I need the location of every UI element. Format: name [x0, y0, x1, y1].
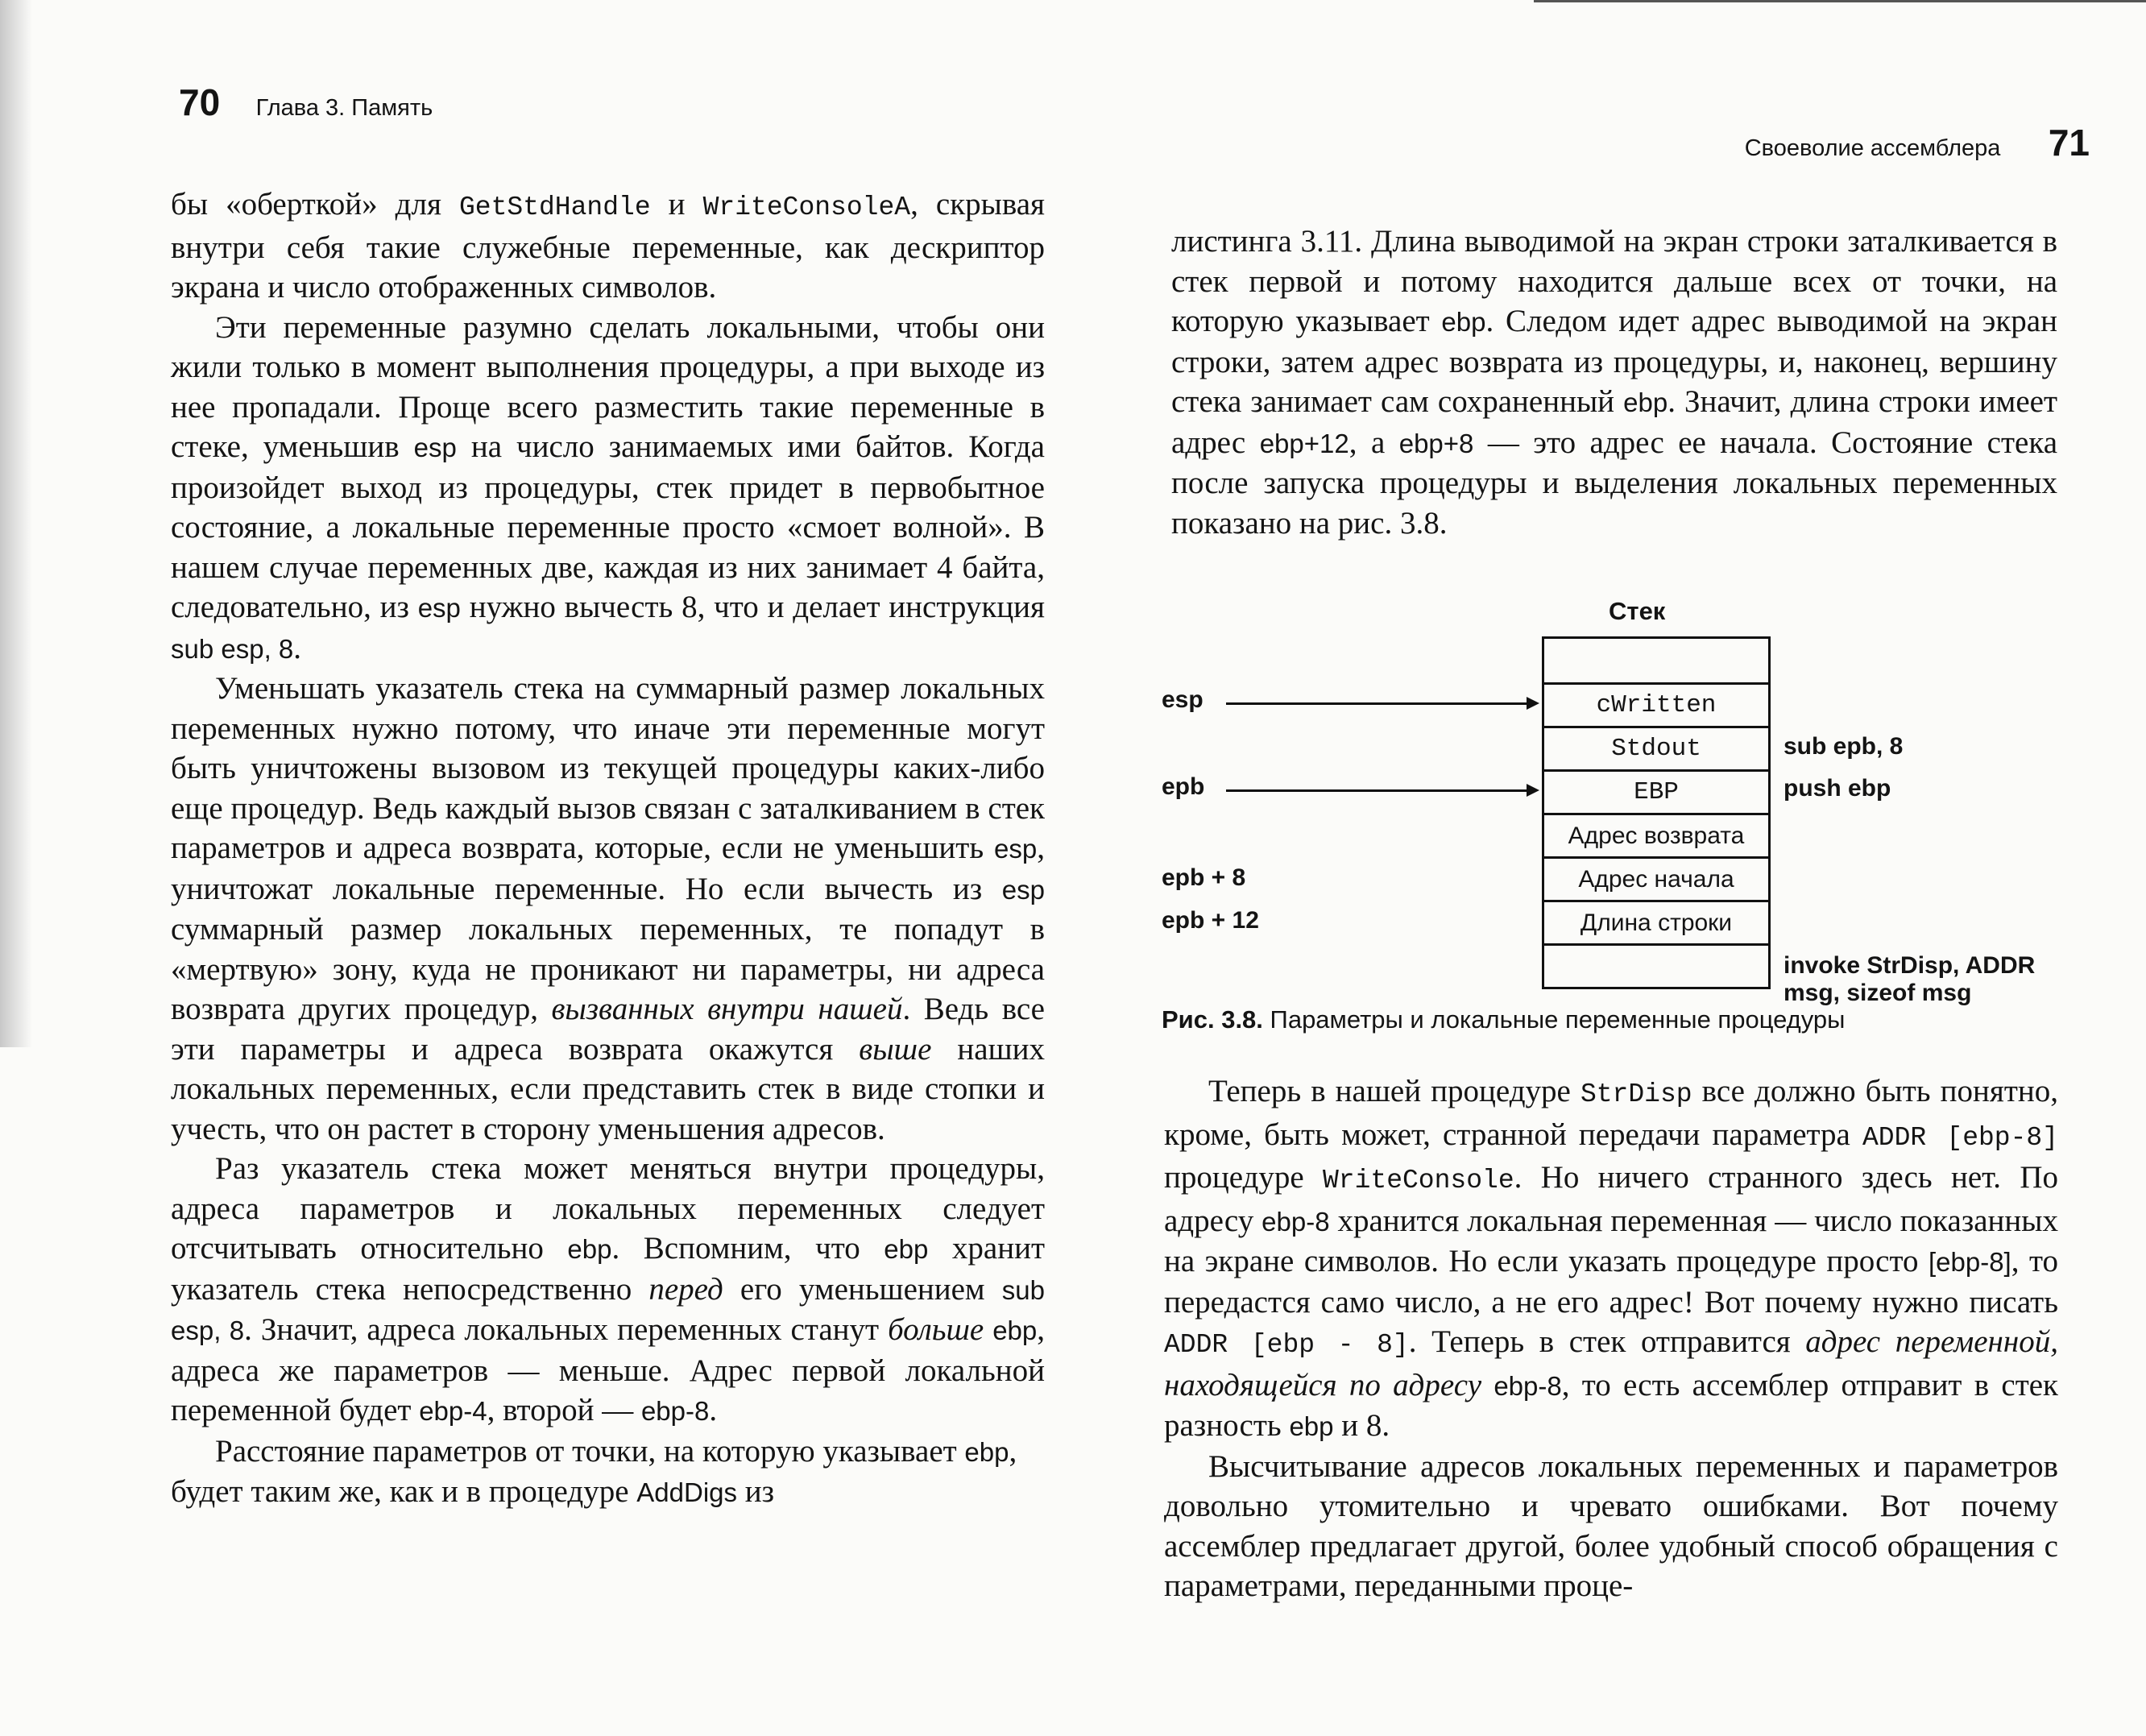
- text-run: и: [650, 187, 703, 222]
- paragraph: [1171, 222, 2057, 543]
- paragraph: [171, 308, 1045, 669]
- text-run: хранится локальная переменная — число показанных на экране символов. Но если указать процедуре просто: [1164, 1203, 2059, 1278]
- inline-code: ebp-8: [1494, 1370, 1562, 1401]
- left-running-head: [179, 81, 433, 124]
- text-run: Эти переменные разумно сделать локальными, чтобы они жили только в момент выполнения процедуры, а при выходе из нее пропадали. Проще всего разместить такие переменные в стеке, уменьшив: [171, 309, 1045, 464]
- text-run: . Ведь все эти параметры и адреса возврата окажутся: [171, 992, 1045, 1067]
- text-run: . Значит, длина строки имеет адрес: [1171, 384, 2057, 460]
- inline-code: ebp-8: [1262, 1206, 1330, 1237]
- inline-code: ebp-4: [419, 1396, 487, 1426]
- push-ebp-note: push ebp: [1784, 775, 1891, 802]
- right-page-number: 71: [2048, 122, 2090, 164]
- emphasis: вызванных внутри нашей: [551, 992, 903, 1026]
- inline-code: ebp+12: [1259, 428, 1349, 458]
- text-run: листинга 3.11. Длина выводимой на экран строки заталкивается в стек первой и потому находится дальше всех от точки, на которую указывает: [1171, 224, 2057, 338]
- inline-code: ADDR [ebp - 8]: [1164, 1330, 1409, 1360]
- stack-cell-empty-top: [1544, 639, 1768, 682]
- text-run: [1481, 1368, 1494, 1402]
- text-run: Раз указатель стека может меняться внутри процедуры, адреса параметров и локальных переменных следует отсчитывать относительно: [171, 1151, 1045, 1266]
- right-top-paragraph: [1171, 222, 2057, 543]
- left-body-text: [171, 184, 1045, 1513]
- inline-code: sub esp, 8: [171, 1274, 1045, 1345]
- right-page: [1071, 0, 2146, 1736]
- inline-code: esp: [417, 593, 461, 623]
- paragraph: [171, 1149, 1045, 1431]
- ebp-arrow: [1226, 789, 1536, 792]
- inline-code: ebp: [1441, 307, 1486, 337]
- ebp-label: epb: [1162, 773, 1205, 800]
- text-run: , адреса же параметров — меньше. Адрес первой локальной переменной будет: [171, 1312, 1045, 1427]
- text-run: . Но ничего странного здесь нет. По адресу: [1164, 1160, 2058, 1238]
- inline-code: ebp: [1623, 387, 1668, 417]
- inline-code: AddDigs: [636, 1477, 737, 1507]
- text-run: .: [293, 630, 302, 665]
- text-run: , скрывая внутри себя такие служебные переменные, как дескриптор экрана и число отображенных символов.: [171, 187, 1045, 305]
- left-page-number: 70: [179, 81, 221, 123]
- text-run: бы «оберткой» для: [171, 187, 459, 222]
- stack-column: [1542, 636, 1771, 989]
- inline-code: ebp+8: [1398, 428, 1474, 458]
- text-run: Высчитывание адресов локальных переменных и параметров довольно утомительно и чревато ошибками. Вот почему ассемблер предлагает другой, более удобный способ обращения с параметрами, переданными проце-: [1164, 1448, 2058, 1603]
- paragraph: [171, 669, 1045, 1149]
- text-run: Расстояние параметров от точки, на которую указывает: [215, 1433, 965, 1469]
- inline-code: ebp: [1289, 1411, 1334, 1441]
- stack-cell-string-length: Длина строки: [1544, 900, 1768, 943]
- text-run: . Следом идет адрес выводимой на экран строки, затем адрес возврата из процедуры, и, наконец, вершину стека занимает сам сохраненный: [1171, 304, 2057, 419]
- inline-code: [ebp-8]: [1928, 1247, 2011, 1277]
- text-run: все должно быть понятно, кроме, быть может, странной передачи параметра: [1164, 1074, 2058, 1152]
- text-run: суммарный размер локальных переменных, те попадут в «мертвую» зону, куда не проникают ни параметры, ни адреса возврата других процедур,: [171, 912, 1045, 1026]
- text-run: процедуре: [1164, 1160, 1323, 1195]
- text-run: .: [709, 1393, 718, 1427]
- text-run: , то есть ассемблер отправит в стек разность: [1164, 1367, 2058, 1443]
- inline-code: sub esp, 8: [171, 633, 294, 664]
- inline-code: GetStdHandle: [458, 193, 651, 222]
- emphasis: перед: [648, 1271, 723, 1307]
- page-gutter-shadow: [0, 0, 32, 1047]
- right-section-title: Своеволие ассемблера: [1744, 135, 2001, 161]
- inline-code: WriteConsoleA: [702, 193, 911, 222]
- right-running-head: [1745, 121, 2090, 164]
- inline-code: esp: [413, 433, 457, 462]
- paragraph: [171, 1431, 1045, 1513]
- text-run: на число занимаемых ими байтов. Когда произойдет выход из процедуры, стек придет в первобытное состояние, а локальные переменные просто «смоет волной». В нашем случае переменных две, каждая из них занимает 4 байта, следовательно, из: [171, 429, 1045, 624]
- stack-cell-stdout: Stdout: [1544, 726, 1768, 769]
- stack-cell-ebp: EBP: [1544, 769, 1768, 813]
- inline-code: StrDisp: [1580, 1079, 1692, 1109]
- text-run: Уменьшать указатель стека на суммарный размер локальных переменных нужно потому, что иначе эти переменные могут быть уничтожены вызовом из текущей процедуры каких-либо еще процедур. Ведь каждый вызов связан с заталкиванием в стек параметров и адреса возврата, которые, если не уменьшить: [171, 671, 1045, 865]
- stack-cell-cwritten: cWritten: [1544, 682, 1768, 726]
- text-run: , будет таким же, как и в процедуре: [171, 1433, 1017, 1509]
- emphasis: больше: [888, 1312, 984, 1347]
- inline-code: ebp: [992, 1315, 1038, 1345]
- left-page: [0, 0, 1071, 1736]
- text-run: . Значит, адреса локальных переменных станут: [244, 1312, 889, 1347]
- text-run: , то передастся само число, а не его адрес! Вот почему нужно писать: [1164, 1244, 2058, 1320]
- stack-cell-start-address: Адрес начала: [1544, 856, 1768, 900]
- text-run: его уменьшением: [723, 1271, 1002, 1307]
- top-rule: [1534, 0, 2146, 2]
- invoke-note: invoke StrDisp, ADDR msg, sizeof msg: [1784, 952, 2036, 1006]
- left-chapter-title: Глава 3. Память: [255, 95, 433, 121]
- paragraph: [1164, 1447, 2058, 1606]
- inline-code: ebp-8: [640, 1396, 710, 1426]
- esp-label: esp: [1162, 686, 1204, 713]
- inline-code: WriteConsole: [1322, 1166, 1514, 1195]
- text-run: хранит указатель стека непосредственно: [171, 1231, 1045, 1307]
- stack-title: Стек: [1609, 597, 1666, 625]
- inline-code: esp: [1001, 874, 1045, 905]
- text-run: и 8.: [1333, 1408, 1390, 1443]
- inline-code: ebp: [884, 1234, 929, 1264]
- text-run: . Теперь в стек отправится: [1408, 1324, 1806, 1359]
- emphasis: адрес переменной, находящейся по адресу: [1164, 1324, 2058, 1402]
- inline-code: ebp: [964, 1436, 1009, 1467]
- emphasis: выше: [859, 1031, 932, 1067]
- esp-arrow: [1226, 702, 1536, 705]
- text-run: — это адрес ее начала. Состояние стека после запуска процедуры и выделения локальных переменных показано на рис. 3.8.: [1171, 425, 2057, 541]
- text-run: нужно вычесть 8, что и делает инструкция: [460, 590, 1045, 624]
- stack-cell-empty-bottom: [1544, 943, 1768, 987]
- sub-ebp-note: sub epb, 8: [1784, 733, 1904, 760]
- right-body-text: [1164, 1071, 2058, 1606]
- text-run: Теперь в нашей процедуре: [1208, 1074, 1580, 1108]
- paragraph: [1164, 1071, 2058, 1447]
- inline-code: ebp: [567, 1234, 612, 1264]
- caption-text: Параметры и локальные переменные процедуры: [1270, 1005, 1846, 1034]
- stack-diagram: [1162, 588, 2056, 1039]
- inline-code: ADDR [ebp-8]: [1862, 1122, 2059, 1153]
- text-run: , второй —: [487, 1393, 641, 1427]
- text-run: , уничтожат локальные переменные. Но если вычесть из: [171, 831, 1045, 906]
- text-run: [984, 1312, 992, 1347]
- text-run: из: [737, 1474, 775, 1509]
- figure-caption: [1162, 1005, 1845, 1034]
- ebp-plus-12-label: epb + 12: [1162, 907, 1259, 934]
- text-run: . Вспомним, что: [611, 1231, 884, 1266]
- stack-cell-return-address: Адрес возврата: [1544, 813, 1768, 856]
- caption-label: Рис. 3.8.: [1162, 1005, 1263, 1034]
- inline-code: esp: [994, 834, 1038, 864]
- paragraph: [171, 184, 1045, 308]
- text-run: , а: [1348, 425, 1399, 460]
- ebp-plus-8-label: epb + 8: [1162, 864, 1246, 891]
- text-run: наших локальных переменных, если представить стек в виде стопки и учесть, что он растет в сторону уменьшения адресов.: [171, 1031, 1045, 1146]
